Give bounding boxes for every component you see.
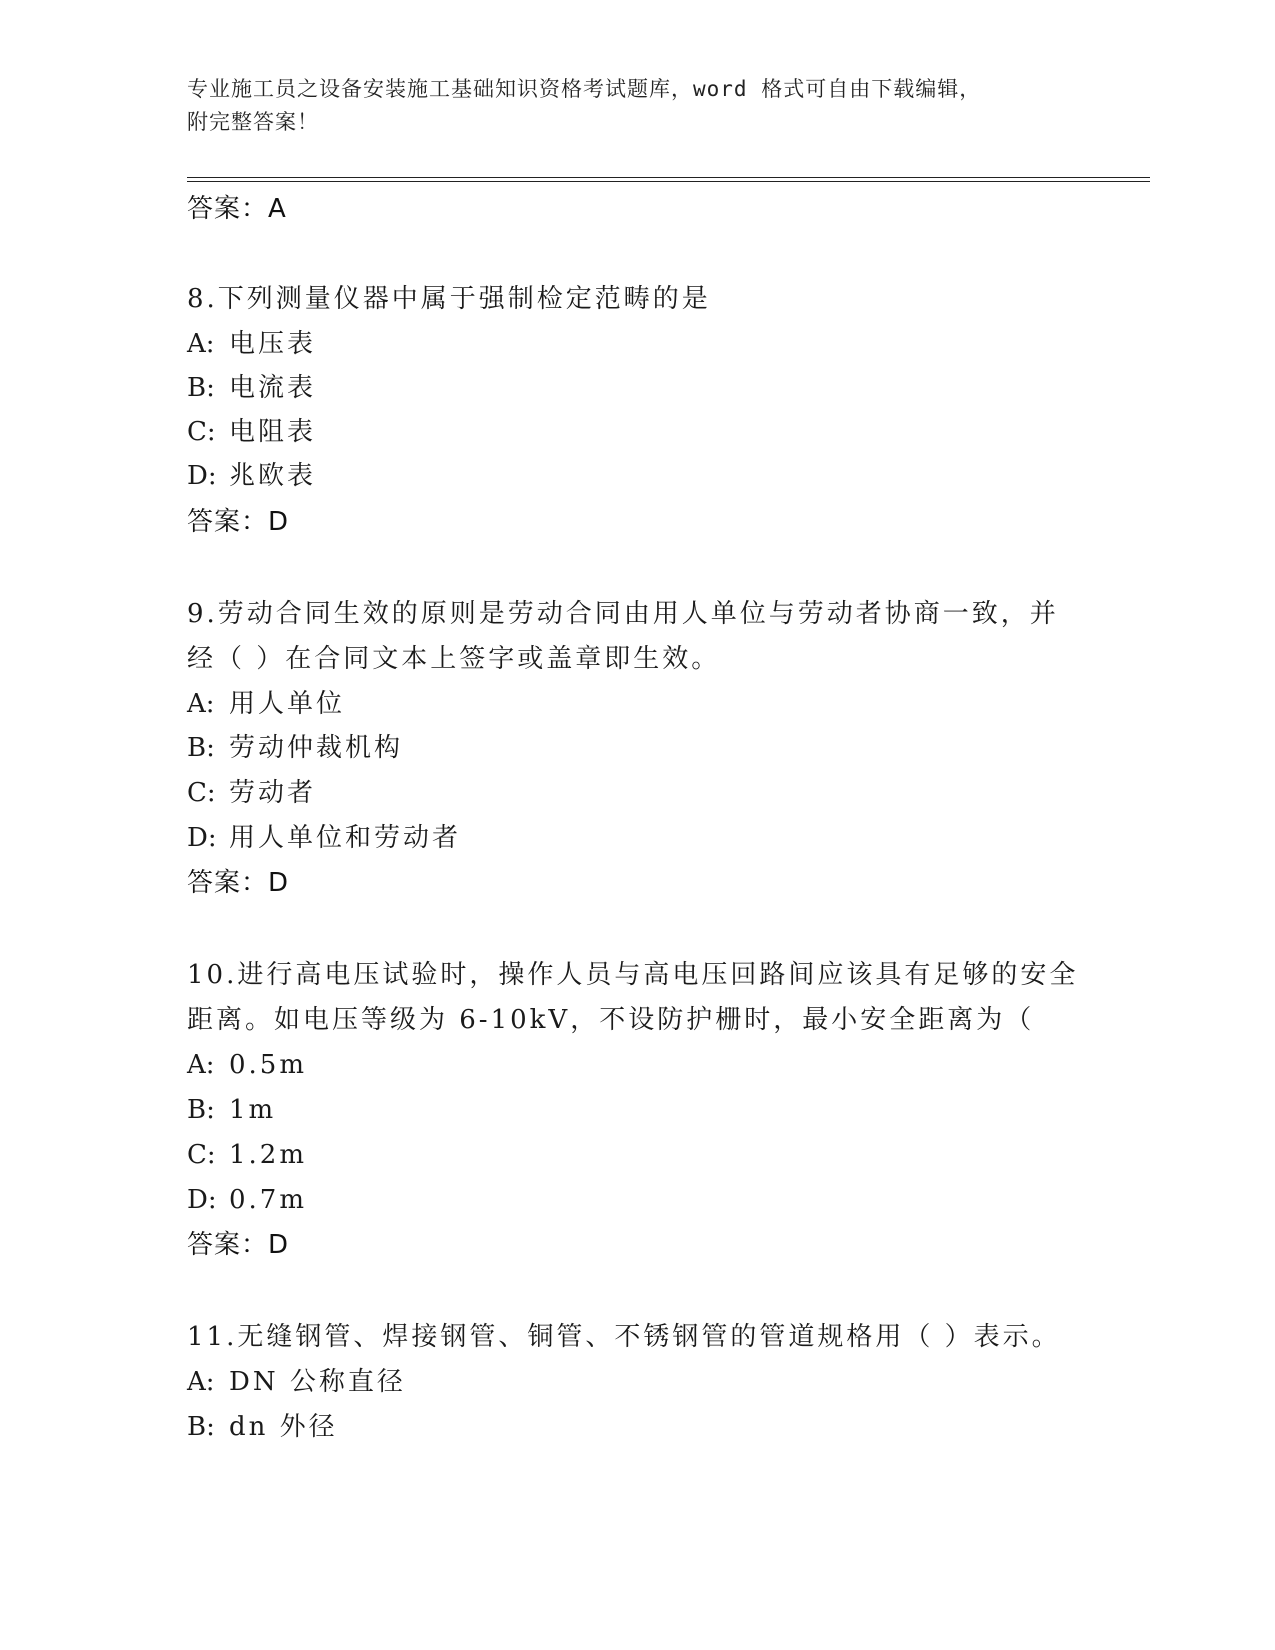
option-key: A: [187, 689, 215, 719]
q9-option-c [187, 776, 316, 810]
option-key: D: [187, 461, 217, 491]
option-text: 电压表 [229, 329, 317, 359]
header-divider-top [187, 177, 1150, 178]
option-key: A: [187, 1050, 215, 1080]
option-text: 0.7m [229, 1185, 308, 1215]
header-divider-bottom [187, 181, 1150, 182]
answer-q10: 答案：D [187, 1230, 290, 1260]
q9-option-b [187, 731, 403, 765]
question-10-line-2: 距离。如电压等级为 6-10kV，不设防护栅时，最小安全距离为（ [187, 1005, 1035, 1035]
question-8-text: 8.下列测量仪器中属于强制检定范畴的是 [187, 284, 711, 314]
question-9-line-1: 9.劳动合同生效的原则是劳动合同由用人单位与劳动者协商一致，并 [187, 599, 1059, 629]
q10-option-b [187, 1093, 276, 1127]
option-text: 0.5m [229, 1050, 308, 1080]
option-text: 劳动者 [229, 778, 317, 808]
option-text: 兆欧表 [229, 461, 317, 491]
option-key: B: [187, 1412, 215, 1442]
option-key: C: [187, 417, 216, 447]
option-text: 电阻表 [229, 417, 317, 447]
answer-q7: 答案：A [187, 194, 287, 224]
question-9-line-2: 经（ ）在合同文本上签字或盖章即生效。 [187, 644, 721, 674]
option-text: 用人单位 [229, 689, 346, 719]
option-key: B: [187, 373, 215, 403]
option-key: B: [187, 733, 215, 763]
document-header [187, 73, 1087, 139]
header-line-2: 附完整答案！ [187, 110, 319, 134]
q11-option-b [187, 1410, 338, 1444]
option-key: A: [187, 329, 215, 359]
q10-option-d [187, 1183, 307, 1217]
option-text: 1.2m [229, 1140, 308, 1170]
option-key: C: [187, 1140, 216, 1170]
q11-option-a [187, 1365, 406, 1399]
answer-q9: 答案：D [187, 868, 290, 898]
option-text: 电流表 [229, 373, 317, 403]
q8-option-a [187, 327, 316, 361]
header-line-1: 专业施工员之设备安装施工基础知识资格考试题库，word 格式可自由下载编辑， [187, 77, 982, 101]
question-10-line-1: 10.进行高电压试验时，操作人员与高电压回路间应该具有足够的安全 [187, 960, 1079, 990]
q10-option-a [187, 1048, 307, 1082]
option-key: C: [187, 778, 216, 808]
q8-option-d [187, 459, 316, 493]
option-text: dn 外径 [229, 1412, 338, 1442]
option-text: 劳动仲裁机构 [229, 733, 404, 763]
option-text: DN 公称直径 [229, 1367, 406, 1397]
q8-option-b [187, 371, 316, 405]
answer-q8: 答案：D [187, 507, 290, 537]
option-key: D: [187, 823, 217, 853]
q9-option-a [187, 687, 345, 721]
option-text: 1m [229, 1095, 277, 1125]
q8-option-c [187, 415, 316, 449]
option-key: B: [187, 1095, 215, 1125]
question-11-text: 11.无缝钢管、焊接钢管、铜管、不锈钢管的管道规格用（ ）表示。 [187, 1322, 1061, 1352]
q10-option-c [187, 1138, 307, 1172]
option-key: A: [187, 1367, 215, 1397]
option-text: 用人单位和劳动者 [229, 823, 462, 853]
option-key: D: [187, 1185, 217, 1215]
q9-option-d [187, 821, 461, 855]
